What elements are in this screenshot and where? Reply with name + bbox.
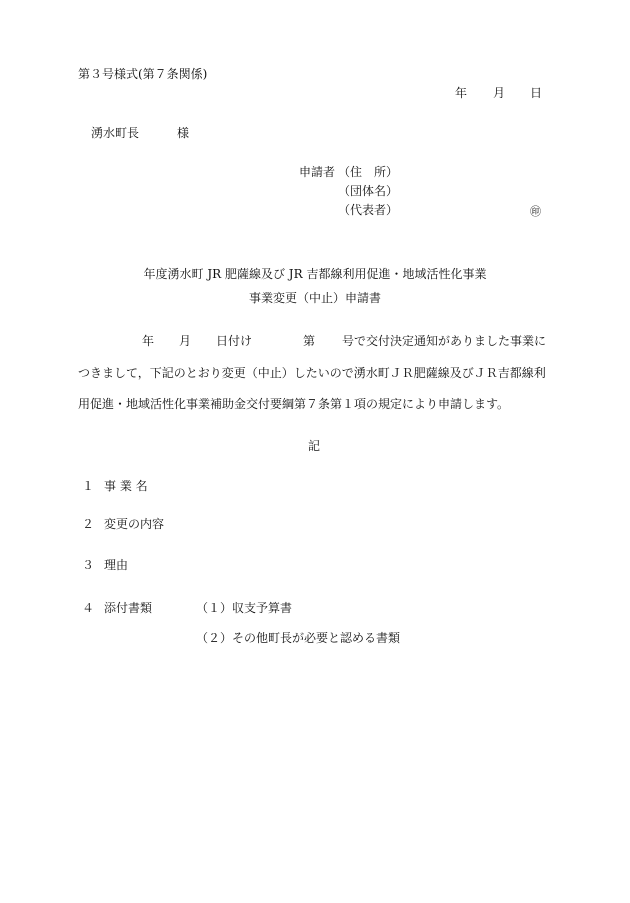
seal-mark: ㊞ [530,205,541,218]
applicant-address: （住 所） [338,165,399,179]
item-number: １ [82,479,95,493]
addressee-honorific: 様 [177,126,190,140]
item-label-change-details: 変更の内容 [104,517,165,531]
body-day: 日付け [216,334,253,348]
applicant-representative: （代表者） [338,203,399,217]
attachment-item-1: （１）収支予算書 [196,601,293,615]
item-number: ４ [82,601,95,615]
date-day: 日 [530,86,543,100]
date-year: 年 [455,86,468,100]
body-year: 年 [142,334,155,348]
body-line3: 用促進・地域活性化事業補助金交付要綱第７条第１項の規定により申請します。 [78,397,510,411]
body-line1-rest: 号で交付決定通知がありました事業に [342,334,547,348]
form-label: 第３号様式(第７条関係) [78,67,208,81]
document-title-line1: 年度湧水町 JR 肥薩線及び JR 吉都線利用促進・地域活性化事業 [143,267,487,281]
ki-heading: 記 [308,439,321,453]
applicant-label: 申請者 [299,165,336,179]
item-number: ３ [82,558,95,572]
applicant-group: （団体名） [338,184,399,198]
body-month: 月 [179,334,192,348]
item-label-project-name: 事 業 名 [104,479,148,493]
item-number: ２ [82,517,95,531]
body-number-prefix: 第 [303,334,316,348]
body-line2: つきまして，下記のとおり変更（中止）したいので湧水町ＪＲ肥薩線及びＪＲ吉都線利 [78,366,546,380]
attachment-item-2: （２）その他町長が必要と認める書類 [196,631,401,645]
item-label-attachments: 添付書類 [104,601,153,615]
item-label-reason: 理由 [104,558,129,572]
addressee-name: 湧水町長 [91,126,140,140]
document-title-line2: 事業変更（中止）申請書 [248,291,381,305]
date-month: 月 [493,86,506,100]
